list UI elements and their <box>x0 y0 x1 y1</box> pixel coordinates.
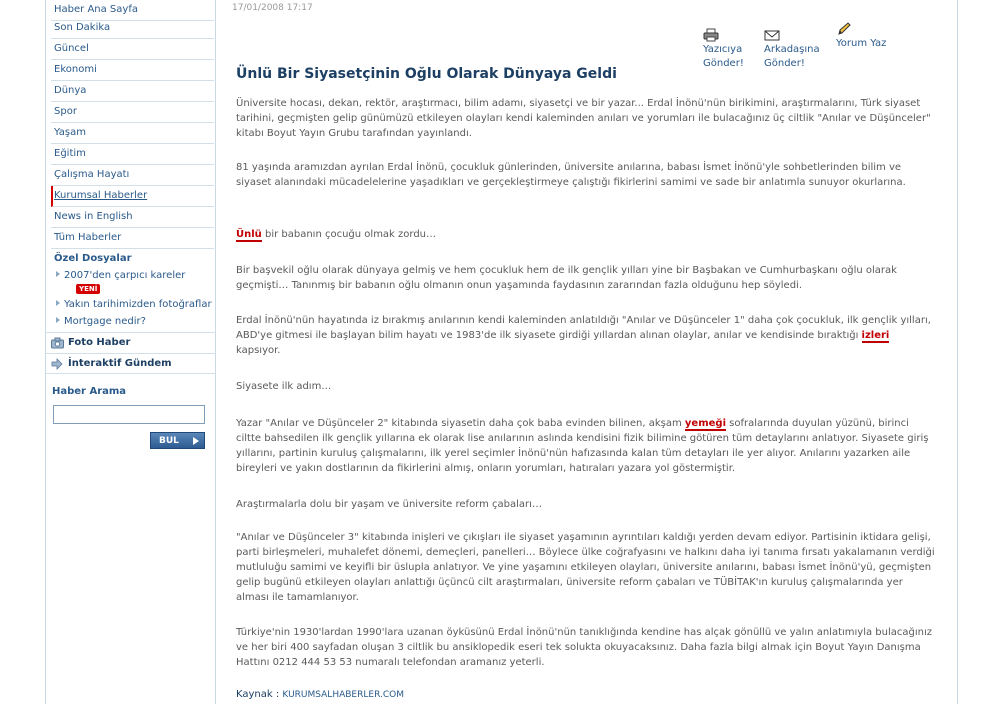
search-button-label: BUL <box>159 436 179 446</box>
article-headline: Ünlü Bir Siyasetçinin Oğlu Olarak Dünyaya Geldi <box>236 66 617 82</box>
paragraph-text: kapsıyor. <box>236 345 281 356</box>
article-paragraph: Siyasete ilk adım… <box>236 381 332 392</box>
sidebar-item-spor[interactable]: Spor <box>51 102 214 123</box>
search-title: Haber Arama <box>52 386 127 397</box>
sidebar-item-haber-ana-sayfa[interactable]: Haber Ana Sayfa <box>51 0 214 21</box>
sidebar-item-news-in-english[interactable]: News in English <box>51 207 214 228</box>
sidebar-item-dunya[interactable]: Dünya <box>51 81 214 102</box>
send-friend-link[interactable] <box>764 28 820 71</box>
interaktif-gundem-label: İnteraktif Gündem <box>68 358 172 369</box>
paragraph-text: Erdal İnönü'nün hayatında iz bırakmış anılarının kendi kaleminden anlatıldığı "Anılar ve Düşünceler 1" daha çok çocukluk, ilk gençlik yılları, ABD'ye gitmesi ile başlayan bilim hayatı ve 1983'de ilk siyasete girdiği yıllardan alınan olaylar, anılar ve kendisinde bıraktığı <box>236 315 931 341</box>
send-label-2: Gönder! <box>764 58 805 69</box>
article-paragraph: "Anılar ve Düşünceler 3" kitabında inişleri ve çıkışları ile siyaset yaşamının ayrıntıları kaldığı yerden devam ediyor. Partisinin iktidara gelişi, parti birleşmeleri, muhalefet dönemi, demeçleri, panelleri… Böylece ülke coğrafyasını ve halkını daha iyi tanıma fırsatı yakalamanın verdiği mutluluğu samimi ve keyifli bir üslupla anlatıyor. Ve yine yaşamını etkileyen olayları, üniversite anılarını, babası İsmet İnönü'yü, geçmişten gelip bugünü etkileyen olayları anlattığı üçüncü cilt araştırmaları, üniversite reform çabaları ve TÜBİTAK'ın kuruluş çalışmalarında yer alması ile tamamlanıyor. <box>236 532 935 603</box>
paragraph-text: sofralarında duyulan yüzünü, birinci ciltte bahsedilen ilk gençlik yıllarına ek olarak lise anılarının aslında kendisini fizik bilimine götüren tüm detaylarını anlatıyor. Siyasete giriş yıllarını, partinin kuruluş çalışmalarını, ilk yerel seçimler İnönü'nün hafızasında kalan tüm detayları ile yer alıyor. Anılarını yazarken aile bireyleri ve yakın dostlarının da fikirlerini almış, onların yorumları, hatıraları yazara yol göstermiştir. <box>236 418 929 474</box>
sidebar-item-ekonomi[interactable]: Ekonomi <box>51 60 214 81</box>
print-label-1: Yazıcıya <box>703 44 743 55</box>
article-paragraph: 81 yaşında aramızdan ayrılan Erdal İnönü, çocukluk günlerinden, üniversite anılarına, babası İsmet İnönü'yle sohbetlerinden bilim ve siyaset alanındaki mücadelelerine yaşadıkları ve gerçekleştirmeye çalıştığı fikirlerini samimi ve sade bir anlatımla sunuyor okurlarına. <box>236 162 906 188</box>
article-paragraph: Bir başvekil oğlu olarak dünyaya gelmiş ve hem çocukluk hem de ilk gençlik yılları yine bir Başbakan ve Cumhurbaşkanı oğlu olarak geçmişti… Tanınmış bir babanın oğlu olmanın onun yaşamında faydasının zararından fazla olduğunu hep söyledi. <box>236 265 897 291</box>
paragraph-text: bir babanın çocuğu olmak zordu… <box>261 229 437 240</box>
comment-link[interactable] <box>836 22 886 51</box>
foto-haber-label: Foto Haber <box>68 337 131 348</box>
sidebar-item-tum-haberler[interactable]: Tüm Haberler <box>51 228 214 249</box>
arrow-right-icon <box>193 437 199 445</box>
article-paragraph: Üniversite hocası, dekan, rektör, araştırmacı, bilim adamı, siyasetçi ve bir yazar... Erdal İnönü'nün birikimini, araştırmalarını, Türk siyaset tarihini, geçmişten gelip günümüzü etkileyen olayları kendi kaleminden anıları ve yorumları ile bulacağınız üç ciltlik "Anılar ve Düşünceler" kitabı Boyut Yayın Grubu tarafından yayınlandı. <box>236 98 931 139</box>
printer-icon <box>703 28 719 42</box>
dossier-link[interactable]: Yakın tarihimizden fotoğraflar <box>64 299 212 310</box>
sidebar-item-son-dakika[interactable]: Son Dakika <box>51 18 214 39</box>
bullet-icon <box>56 317 60 323</box>
dossier-link[interactable]: Mortgage nedir? <box>64 316 146 327</box>
arrows-icon <box>51 358 64 370</box>
source-value[interactable]: KURUMSALHABERLER.COM <box>282 690 404 700</box>
interaktif-gundem-link[interactable] <box>46 353 216 374</box>
dossier-item-2007[interactable] <box>56 270 216 282</box>
article-paragraph: Araştırmalarla dolu bir yaşam ve üniversite reform çabaları… <box>236 499 542 510</box>
article-paragraph <box>236 416 936 476</box>
send-label-1: Arkadaşına <box>764 44 820 55</box>
bullet-icon <box>56 271 60 277</box>
camera-icon <box>51 337 64 349</box>
dossier-link[interactable]: 2007'den çarpıcı kareler <box>64 270 186 281</box>
article-date: 17/01/2008 17:17 <box>232 3 313 13</box>
article-paragraph: Türkiye'nin 1930'lardan 1990'lara uzanan öyküsünü Erdal İnönü'nün tanıklığında kendine has alçak gönüllü ve yalın anlatımıyla bulacağınız ve her biri 400 sayfadan oluşan 3 ciltlik bu ansiklopedik eseri tek solukta okuyacaksınız. Daha fazla bilgi almak için Boyut Yayın Danışma Hattını 0212 444 53 53 numaralı telefondan aramanız yeterli. <box>236 627 933 668</box>
new-badge: YENİ <box>76 284 100 294</box>
keyword-link[interactable]: Ünlü <box>236 229 262 240</box>
ozel-dosyalar-title: Özel Dosyalar <box>54 253 132 264</box>
keyword-link[interactable]: izleri <box>861 330 890 341</box>
print-link[interactable] <box>703 28 744 71</box>
envelope-icon <box>764 28 780 42</box>
sidebar-item-guncel[interactable]: Güncel <box>51 39 214 60</box>
sidebar-item-egitim[interactable]: Eğitim <box>51 144 214 165</box>
search-input[interactable] <box>53 405 205 424</box>
bullet-icon <box>56 300 60 306</box>
article-paragraph <box>236 227 936 242</box>
source-label: Kaynak : <box>236 689 283 700</box>
keyword-link[interactable]: yemeği <box>684 418 726 429</box>
article-paragraph <box>236 313 936 358</box>
sidebar-item-yasam[interactable]: Yaşam <box>51 123 214 144</box>
sidebar-item-kurumsal-haberler[interactable]: Kurumsal Haberler <box>51 186 214 207</box>
search-button[interactable] <box>150 432 205 449</box>
pencil-icon <box>836 22 852 36</box>
dossier-item-fotograflar[interactable] <box>56 299 216 311</box>
sidebar-item-calisma-hayati[interactable]: Çalışma Hayatı <box>51 165 214 186</box>
dossier-item-mortgage[interactable] <box>56 316 216 328</box>
print-label-2: Gönder! <box>703 58 744 69</box>
paragraph-text: Yazar "Anılar ve Düşünceler 2" kitabında siyasetin daha çok baba evinden bilinen, akşam <box>236 418 685 429</box>
article-source <box>236 689 404 700</box>
foto-haber-link[interactable] <box>46 332 216 353</box>
comment-label: Yorum Yaz <box>836 38 887 49</box>
